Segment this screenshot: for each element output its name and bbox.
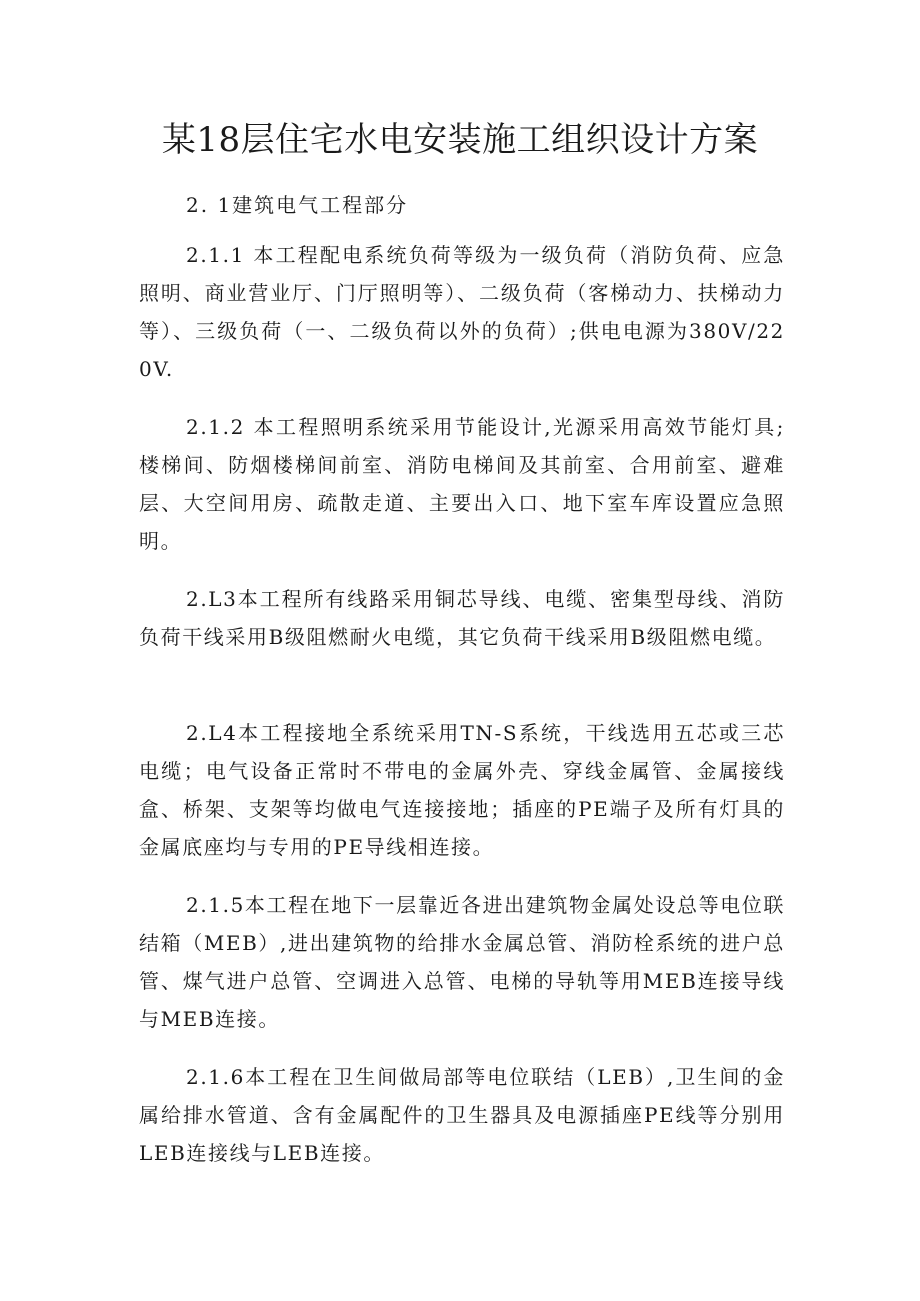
document-title: 某18层住宅水电安装施工组织设计方案 <box>161 120 759 160</box>
paragraph-2-1-5: 2.1.5本工程在地下一层靠近各进出建筑物金属处设总等电位联结箱（MEB）,进出建筑物的给排水金属总管、消防栓系统的进户总管、煤气进户总管、空调进入总管、电梯的导轨等用MEB连接导线与MEB连接。 <box>139 893 785 1031</box>
section-heading: 2. 1建筑电气工程部分 <box>186 193 409 217</box>
paragraph-2-1-2: 2.1.2 本工程照明系统采用节能设计,光源采用高效节能灯具;楼梯间、防烟楼梯间前室、消防电梯间及其前室、合用前室、避难层、大空间用房、疏散走道、主要出入口、地下室车库设置应急照明。 <box>139 415 785 553</box>
paragraph-2-1-4: 2.L4本工程接地全系统采用TN-S系统，干线选用五芯或三芯电缆；电气设备正常时不带电的金属外壳、穿线金属管、金属接线盒、桥架、支架等均做电气连接接地；插座的PE端子及所有灯具的金属底座均与专用的PE导线相连接。 <box>139 721 785 859</box>
paragraph-2-1-3: 2.L3本工程所有线路采用铜芯导线、电缆、密集型母线、消防负荷干线采用B级阻燃耐火电缆，其它负荷干线采用B级阻燃电缆。 <box>139 587 785 649</box>
paragraph-2-1-1: 2.1.1 本工程配电系统负荷等级为一级负荷（消防负荷、应急照明、商业营业厅、门厅照明等）、二级负荷（客梯动力、扶梯动力等）、三级负荷（一、二级负荷以外的负荷）;供电电源为380V/220V. <box>139 243 785 381</box>
paragraph-2-1-6: 2.1.6本工程在卫生间做局部等电位联结（LEB）,卫生间的金属给排水管道、含有金属配件的卫生器具及电源插座PE线等分别用LEB连接线与LEB连接。 <box>139 1065 785 1165</box>
